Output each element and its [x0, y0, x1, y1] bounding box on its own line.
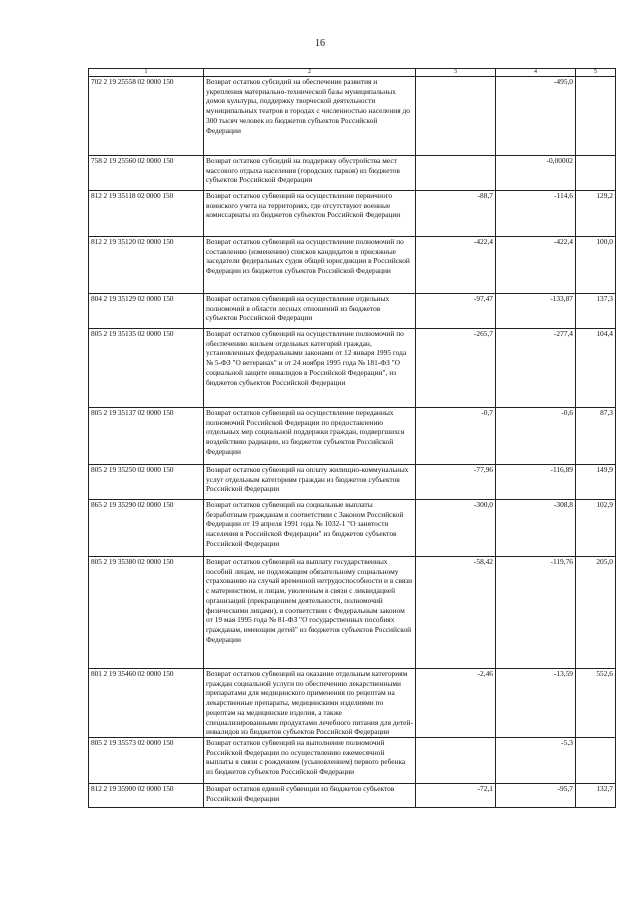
col3-value: -422,4	[416, 237, 496, 294]
col4-value: -119,76	[496, 557, 576, 669]
header-col-2: 2	[204, 69, 416, 77]
percent-value: 149,9	[576, 465, 616, 500]
revenue-name: Возврат остатков субвенций на осуществление полномочий по составлению (изменению) списков кандидатов в присяжные заседатели федеральных судов общей юрисдикции в Российской Федерации из бюджетов субъектов Российской Федерации	[204, 237, 416, 294]
budget-code: 805 2 19 35380 02 0000 150	[89, 557, 204, 669]
col3-value	[416, 737, 496, 783]
col3-value: -2,46	[416, 669, 496, 738]
col4-value: -422,4	[496, 237, 576, 294]
table-row	[89, 329, 616, 408]
col3-value: -0,7	[416, 408, 496, 465]
revenue-name: Возврат остатков субвенций на осуществление отдельных полномочий в области лесных отношений из бюджетов субъектов Российской Федерации	[204, 294, 416, 329]
col4-value: -114,6	[496, 191, 576, 237]
col4-value: -95,7	[496, 783, 576, 807]
col4-value: -308,8	[496, 500, 576, 557]
col3-value	[416, 77, 496, 156]
percent-value: 552,6	[576, 669, 616, 738]
col3-value: -300,0	[416, 500, 496, 557]
budget-code: 812 2 19 35120 02 0000 150	[89, 237, 204, 294]
percent-value: 102,9	[576, 500, 616, 557]
budget-code: 702 2 19 25558 02 0000 150	[89, 77, 204, 156]
percent-value	[576, 156, 616, 191]
col4-value: -0,00002	[496, 156, 576, 191]
budget-code: 758 2 19 25560 02 0000 150	[89, 156, 204, 191]
percent-value	[576, 77, 616, 156]
budget-table	[88, 68, 616, 808]
revenue-name: Возврат остатков субвенций на оплату жилищно-коммунальных услуг отдельным категориям граждан из бюджетов субъектов Российской Федерации	[204, 465, 416, 500]
table-row	[89, 408, 616, 465]
table-row	[89, 294, 616, 329]
header-row	[89, 69, 616, 77]
col3-value: -72,1	[416, 783, 496, 807]
percent-value: 87,3	[576, 408, 616, 465]
revenue-name: Возврат остатков субвенций на осуществление полномочий по обеспечению жильем отдельных категорий граждан, установленных федеральными законами от 12 января 1995 года № 5-ФЗ "О ветеранах" и от 24 ноября 1995 года № 181-ФЗ "О социальной защите инвалидов в Российской Федерации", из бюджетов субъектов Российской Федерации	[204, 329, 416, 408]
percent-value: 104,4	[576, 329, 616, 408]
percent-value: 205,0	[576, 557, 616, 669]
budget-code: 812 2 19 35900 02 0000 150	[89, 783, 204, 807]
col4-value: -116,89	[496, 465, 576, 500]
percent-value: 100,0	[576, 237, 616, 294]
table-row	[89, 465, 616, 500]
revenue-name: Возврат остатков единой субвенции из бюджетов субъектов Российской Федерации	[204, 783, 416, 807]
budget-code: 805 2 19 35137 02 0000 150	[89, 408, 204, 465]
col4-value: -13,59	[496, 669, 576, 738]
budget-code: 805 2 19 35573 02 0000 150	[89, 737, 204, 783]
col4-value: -5,3	[496, 737, 576, 783]
table-row	[89, 783, 616, 807]
table-row	[89, 737, 616, 783]
table-row	[89, 669, 616, 738]
table-body	[89, 77, 616, 808]
col4-value: -277,4	[496, 329, 576, 408]
header-col-1: 1	[89, 69, 204, 77]
col3-value: -77,96	[416, 465, 496, 500]
page-number: 16	[315, 38, 325, 49]
col3-value: -88,7	[416, 191, 496, 237]
col4-value: -0,6	[496, 408, 576, 465]
col3-value: -265,7	[416, 329, 496, 408]
budget-code: 805 2 19 35250 02 0000 150	[89, 465, 204, 500]
header-col-5: 5	[576, 69, 616, 77]
revenue-name: Возврат остатков субвенций на осуществление переданных полномочий Российской Федерации по предоставлению отдельных мер социальной поддержки граждан, подвергшихся воздействию радиации, из бюджетов субъектов Российской Федерации	[204, 408, 416, 465]
budget-code: 801 2 19 35460 02 0000 150	[89, 669, 204, 738]
revenue-name: Возврат остатков субсидий на обеспечение развития и укрепления материально-технической базы муниципальных домов культуры, поддержку творческой деятельности муниципальных театров в городах с численностью населения до 300 тысяч человек из бюджетов субъектов Российской Федерации	[204, 77, 416, 156]
table-header	[89, 69, 616, 77]
col3-value: -58,42	[416, 557, 496, 669]
table-row	[89, 77, 616, 156]
table-row	[89, 156, 616, 191]
revenue-name: Возврат остатков субвенций на выплату государственных пособий лицам, не подлежащим обязательному социальному страхованию на случай временной нетрудоспособности и в связи с материнством, и лицам, уволенным в связи с ликвидацией организаций (прекращением деятельности, полномочий физическими лицами), в соответствии с Федеральным законом от 19 мая 1995 года № 81-ФЗ "О государственных пособиях гражданам, имеющим детей" из бюджетов субъектов Российской Федерации	[204, 557, 416, 669]
percent-value: 137,3	[576, 294, 616, 329]
revenue-name: Возврат остатков субвенций на выполнение полномочий Российской Федерации по осуществлению ежемесячной выплаты в связи с рождением (усыновлением) первого ребенка из бюджетов субъектов Российской Федерации	[204, 737, 416, 783]
percent-value: 132,7	[576, 783, 616, 807]
table-row	[89, 500, 616, 557]
header-col-4: 4	[496, 69, 576, 77]
revenue-name: Возврат остатков субвенций на оказание отдельным категориям граждан социальной услуги по обеспечению лекарственными препаратами для медицинского применения по рецептам на лекарственные препараты, медицинскими изделиями по рецептам на медицинские изделия, а также специализированными продуктами лечебного питания для детей-инвалидов из бюджетов субъектов Российской Федерации	[204, 669, 416, 738]
col4-value: -495,0	[496, 77, 576, 156]
col3-value: -97,47	[416, 294, 496, 329]
revenue-name: Возврат остатков субвенций на осуществление первичного воинского учета на территориях, где отсутствуют военные комиссариаты из бюджетов субъектов Российской Федерации	[204, 191, 416, 237]
revenue-name: Возврат остатков субвенций на социальные выплаты безработным гражданам в соответствии с Законом Российской Федерации от 19 апреля 1991 года № 1032-1 "О занятости населения в Российской Федерации" из бюджетов субъектов Российской Федерации	[204, 500, 416, 557]
budget-code: 805 2 19 35135 02 0000 150	[89, 329, 204, 408]
revenue-name: Возврат остатков субсидий на поддержку обустройства мест массового отдыха населения (городских парков) из бюджетов субъектов Российской Федерации	[204, 156, 416, 191]
table-row	[89, 557, 616, 669]
col4-value: -133,87	[496, 294, 576, 329]
table-row	[89, 191, 616, 237]
header-col-3: 3	[416, 69, 496, 77]
percent-value: 129,2	[576, 191, 616, 237]
budget-code: 865 2 19 35290 02 0000 150	[89, 500, 204, 557]
percent-value	[576, 737, 616, 783]
budget-code: 812 2 19 35118 02 0000 150	[89, 191, 204, 237]
col3-value	[416, 156, 496, 191]
budget-code: 804 2 19 35129 02 0000 150	[89, 294, 204, 329]
table-row	[89, 237, 616, 294]
